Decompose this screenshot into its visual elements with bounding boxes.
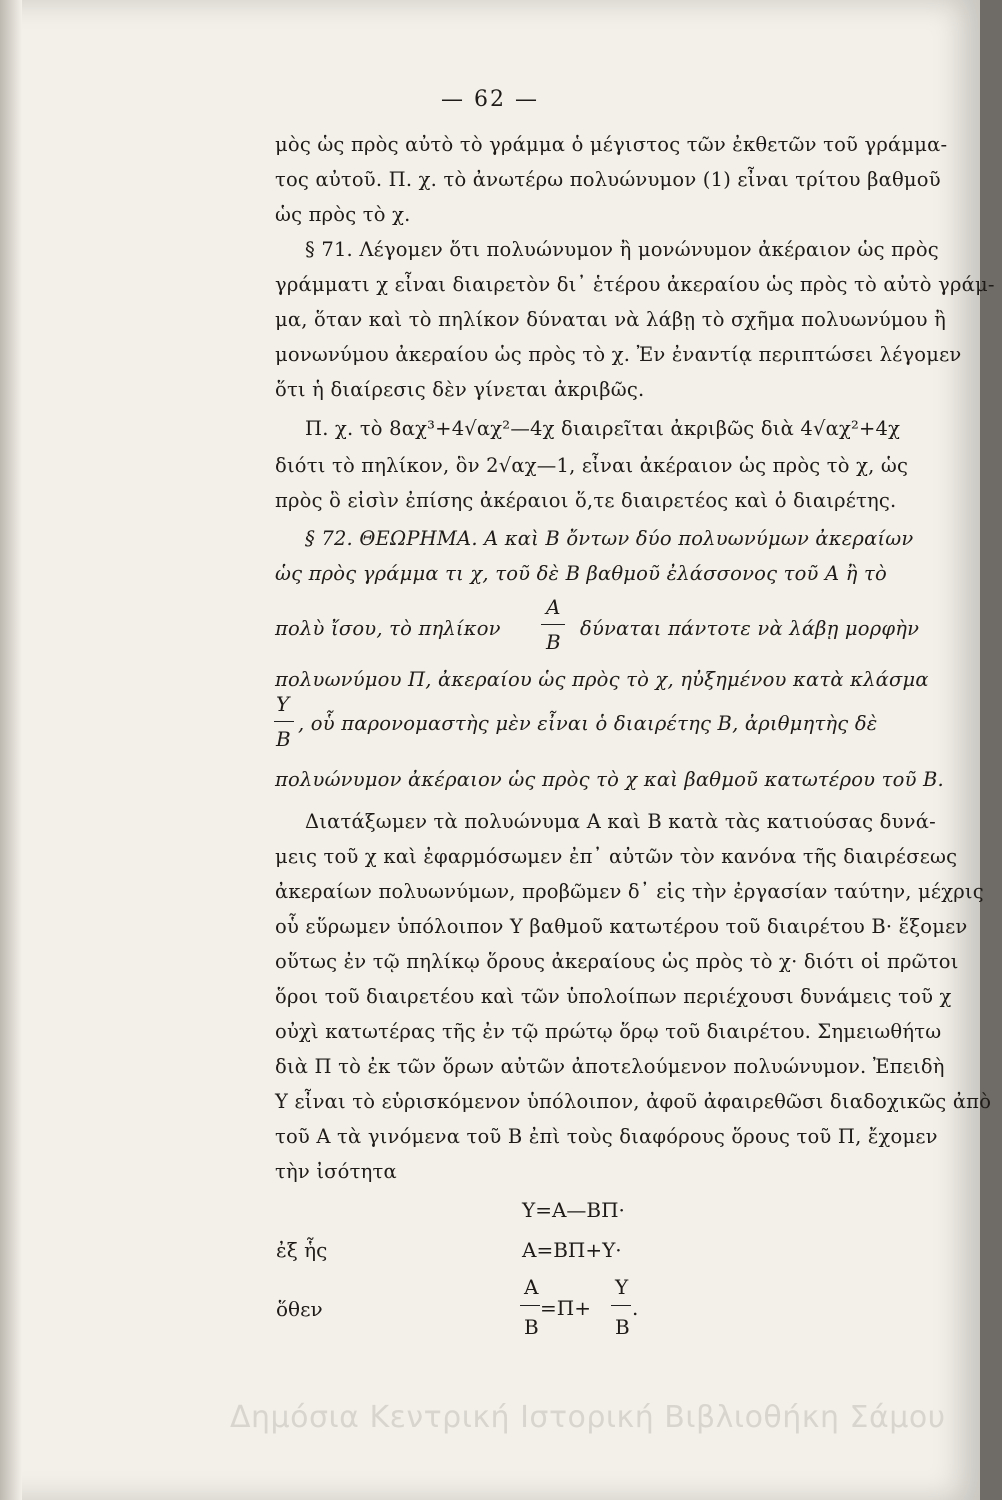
- equation-3-middle: =Π+: [540, 1296, 591, 1320]
- equation-3-end: .: [632, 1296, 639, 1320]
- text-line: τος αὐτοῦ. Π. χ. τὸ ἀνωτέρω πολυώνυμον (1) εἶναι τρίτου βαθμοῦ: [275, 168, 941, 191]
- fraction-numerator: Α: [546, 595, 561, 619]
- fraction-numerator: Υ: [276, 692, 290, 716]
- text-line: διότι τὸ πηλίκον, ὃν 2√αχ—1, εἶναι ἀκέραιον ὡς πρὸς τὸ χ, ὡς: [275, 454, 909, 477]
- equation-2: Α=ΒΠ+Υ·: [522, 1238, 622, 1262]
- text-line: πολυωνύμου Π, ἀκεραίου ὡς πρὸς τὸ χ, ηὐξημένου κατὰ κλάσμα: [275, 668, 929, 691]
- text-line: μονωνύμου ἀκεραίου ὡς πρὸς τὸ χ. Ἐν ἐναντίᾳ περιπτώσει λέγομεν: [275, 343, 962, 366]
- text-line: μὸς ὡς πρὸς αὐτὸ τὸ γράμμα ὁ μέγιστος τῶν ἐκθετῶν τοῦ γράμμα-: [275, 133, 948, 156]
- fraction-bar: [611, 1305, 631, 1306]
- equation-3-right-denominator: Β: [615, 1315, 630, 1339]
- text-line: μεις τοῦ χ καὶ ἐφαρμόσωμεν ἐπ᾽ αὐτῶν τὸν κανόνα τῆς διαιρέσεως: [275, 845, 958, 868]
- equation-3-left-numerator: Α: [524, 1275, 539, 1299]
- text-line: πολὺ ἴσου, τὸ πηλίκον: [275, 617, 501, 640]
- equation-3-left-denominator: Β: [524, 1315, 539, 1339]
- text-line: δύναται πάντοτε νὰ λάβῃ μορφὴν: [580, 617, 920, 640]
- text-line: μα, ὅταν καὶ τὸ πηλίκον δύναται νὰ λάβῃ τὸ σχῆμα πολυωνύμου ἢ: [275, 308, 947, 331]
- text-line: ὅροι τοῦ διαιρετέου καὶ τῶν ὑπολοίπων περιέχουσι δυνάμεις τοῦ χ: [275, 985, 952, 1008]
- fraction-denominator: Β: [546, 630, 561, 654]
- text-line: , οὗ παρονομαστὴς μὲν εἶναι ὁ διαιρέτης Β, ἀριθμητὴς δὲ: [298, 712, 878, 735]
- text-line: Υ εἶναι τὸ εὑρισκόμενον ὑπόλοιπον, ἀφοῦ ἀφαιρεθῶσι διαδοχικῶς ἀπὸ: [275, 1090, 992, 1113]
- section-71-heading: § 71. Λέγομεν ὅτι πολυώνυμον ἢ μονώνυμον ἀκέραιον ὡς πρὸς: [305, 238, 939, 261]
- text-line: ὡς πρὸς γράμμα τι χ, τοῦ δὲ Β βαθμοῦ ἐλάσσονος τοῦ Α ἢ τὸ: [275, 562, 887, 585]
- fraction-bar: [541, 624, 565, 625]
- example-line: Π. χ. τὸ 8αχ³+4√αχ²—4χ διαιρεῖται ἀκριβῶς διὰ 4√αχ²+4χ: [305, 417, 901, 440]
- text-line: ὡς πρὸς τὸ χ.: [275, 203, 411, 226]
- equation-3-label: ὅθεν: [276, 1297, 323, 1321]
- text-line: πρὸς ὃ εἰσὶν ἐπίσης ἀκέραιοι ὅ,τε διαιρετέος καὶ ὁ διαιρέτης.: [275, 489, 897, 512]
- text-line: διὰ Π τὸ ἐκ τῶν ὅρων αὐτῶν ἀποτελούμενον πολυώνυμον. Ἐπειδὴ: [275, 1055, 945, 1078]
- equation-2-label: ἐξ ἧς: [276, 1238, 328, 1262]
- text-line: ὅτι ἡ διαίρεσις δὲν γίνεται ἀκριβῶς.: [275, 378, 645, 401]
- equation-3-right-numerator: Υ: [615, 1275, 629, 1299]
- fraction-bar: [520, 1305, 540, 1306]
- text-line: τὴν ἰσότητα: [275, 1160, 397, 1183]
- page-number: — 62 —: [441, 87, 539, 112]
- text-line: ἀκεραίων πολυωνύμων, προβῶμεν δ᾽ εἰς τὴν ἐργασίαν ταύτην, μέχρις: [275, 880, 984, 903]
- page-edge-shadow: [0, 0, 22, 1500]
- equation-1: Υ=Α—ΒΠ·: [522, 1198, 625, 1222]
- fraction-bar: [274, 721, 294, 722]
- text-line: οὗ εὕρωμεν ὑπόλοιπον Υ βαθμοῦ κατωτέρου τοῦ διαιρέτου Β· ἕξομεν: [275, 915, 968, 938]
- fraction-denominator: Β: [276, 727, 291, 751]
- text-line: οὕτως ἐν τῷ πηλίκῳ ὅρους ἀκεραίους ὡς πρὸς τὸ χ· διότι οἱ πρῶτοι: [275, 950, 959, 973]
- text-line: Διατάξωμεν τὰ πολυώνυμα Α καὶ Β κατὰ τὰς κατιούσας δυνά-: [305, 810, 936, 833]
- text-line: γράμματι χ εἶναι διαιρετὸν δι᾽ ἑτέρου ἀκεραίου ὡς πρὸς τὸ αὐτὸ γράμ-: [275, 273, 995, 296]
- text-line: πολυώνυμον ἀκέραιον ὡς πρὸς τὸ χ καὶ βαθμοῦ κατωτέρου τοῦ Β.: [275, 768, 944, 791]
- text-line: τοῦ Α τὰ γινόμενα τοῦ Β ἐπὶ τοὺς διαφόρους ὅρους τοῦ Π, ἔχομεν: [275, 1125, 938, 1148]
- library-watermark: Δημόσια Κεντρική Ιστορική Βιβλιοθήκη Σάμου: [230, 1400, 946, 1435]
- theorem-heading: § 72. ΘΕΩΡΗΜΑ. Α καὶ Β ὄντων δύο πολυωνύμων ἀκεραίων: [305, 527, 914, 550]
- text-line: οὐχὶ κατωτέρας τῆς ἐν τῷ πρώτῳ ὅρῳ τοῦ διαιρέτου. Σημειωθήτω: [275, 1020, 942, 1043]
